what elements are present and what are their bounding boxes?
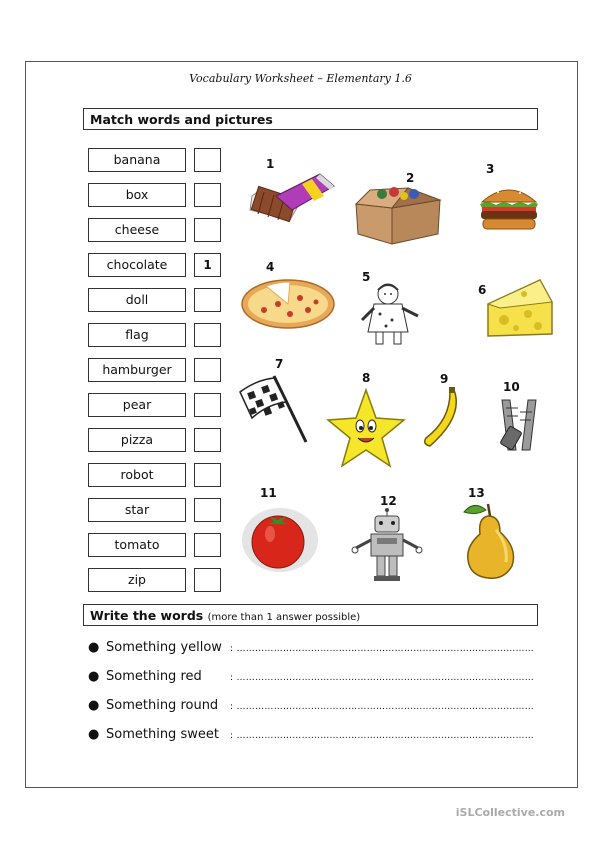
watermark: iSLCollective.com — [455, 806, 565, 819]
write-row-label: Something sweet — [106, 727, 219, 742]
tomato-icon — [240, 502, 320, 574]
answer-box-star[interactable] — [194, 498, 221, 522]
answer-line[interactable]: : …………………………………………………………………………………… — [230, 731, 535, 741]
answer-box-cheese[interactable] — [194, 218, 221, 242]
picture-number-2: 2 — [406, 171, 415, 185]
write-row-label: Something red — [106, 669, 202, 684]
box-icon — [352, 182, 444, 248]
write-row — [88, 698, 534, 713]
picture-number-13: 13 — [468, 486, 485, 500]
zip-icon — [496, 398, 542, 454]
word-box-star: star — [88, 498, 186, 522]
word-box-banana: banana — [88, 148, 186, 172]
bullet-icon: ● — [88, 698, 100, 713]
write-row-label: Something round — [106, 698, 219, 713]
picture-number-6: 6 — [478, 283, 487, 297]
write-row — [88, 640, 534, 655]
word-box-pizza: pizza — [88, 428, 186, 452]
star-icon — [326, 388, 406, 470]
answer-box-flag[interactable] — [194, 323, 221, 347]
picture-number-12: 12 — [380, 494, 397, 508]
bullet-icon: ● — [88, 727, 100, 742]
answer-box-tomato[interactable] — [194, 533, 221, 557]
answer-box-zip[interactable] — [194, 568, 221, 592]
word-box-cheese: cheese — [88, 218, 186, 242]
write-section-heading — [83, 604, 538, 626]
word-box-zip: zip — [88, 568, 186, 592]
answer-box-doll[interactable] — [194, 288, 221, 312]
word-box-flag: flag — [88, 323, 186, 347]
answer-line[interactable]: : …………………………………………………………………………………… — [230, 644, 535, 654]
match-section-heading — [83, 108, 538, 130]
word-box-box: box — [88, 183, 186, 207]
answer-box-box[interactable] — [194, 183, 221, 207]
picture-number-10: 10 — [503, 380, 520, 394]
word-box-tomato: tomato — [88, 533, 186, 557]
answer-box-pizza[interactable] — [194, 428, 221, 452]
picture-number-7: 7 — [275, 357, 284, 371]
worksheet-title: Vocabulary Worksheet – Elementary 1.6 — [189, 72, 412, 85]
cheese-icon — [484, 274, 556, 342]
answer-box-robot[interactable] — [194, 463, 221, 487]
answer-box-banana[interactable] — [194, 148, 221, 172]
word-box-hamburger: hamburger — [88, 358, 186, 382]
write-heading-note: (more than 1 answer possible) — [207, 612, 361, 623]
word-box-robot: robot — [88, 463, 186, 487]
picture-number-8: 8 — [362, 371, 371, 385]
answer-box-hamburger[interactable] — [194, 358, 221, 382]
picture-number-11: 11 — [260, 486, 277, 500]
match-heading-text: Match words and pictures — [90, 112, 273, 127]
answer-box-chocolate[interactable]: 1 — [194, 253, 221, 277]
picture-number-3: 3 — [486, 162, 495, 176]
write-row — [88, 727, 534, 742]
write-row — [88, 669, 534, 684]
write-heading-text: Write the words — [90, 608, 204, 623]
banana-icon — [420, 386, 464, 450]
pear-icon — [460, 496, 522, 582]
answer-line[interactable]: : …………………………………………………………………………………… — [230, 702, 535, 712]
word-box-chocolate: chocolate — [88, 253, 186, 277]
hamburger-icon — [476, 180, 542, 236]
chocolate-bar-icon — [246, 170, 338, 224]
write-row-label: Something yellow — [106, 640, 222, 655]
bullet-icon: ● — [88, 640, 100, 655]
picture-number-9: 9 — [440, 372, 449, 386]
answer-box-pear[interactable] — [194, 393, 221, 417]
word-box-pear: pear — [88, 393, 186, 417]
flag-icon — [238, 372, 312, 446]
picture-number-5: 5 — [362, 270, 371, 284]
picture-number-4: 4 — [266, 260, 275, 274]
pizza-icon — [238, 274, 336, 332]
answer-line[interactable]: : …………………………………………………………………………………… — [230, 673, 535, 683]
robot-icon — [350, 508, 424, 584]
doll-icon — [358, 280, 428, 348]
bullet-icon: ● — [88, 669, 100, 684]
word-box-doll: doll — [88, 288, 186, 312]
picture-number-1: 1 — [266, 157, 275, 171]
